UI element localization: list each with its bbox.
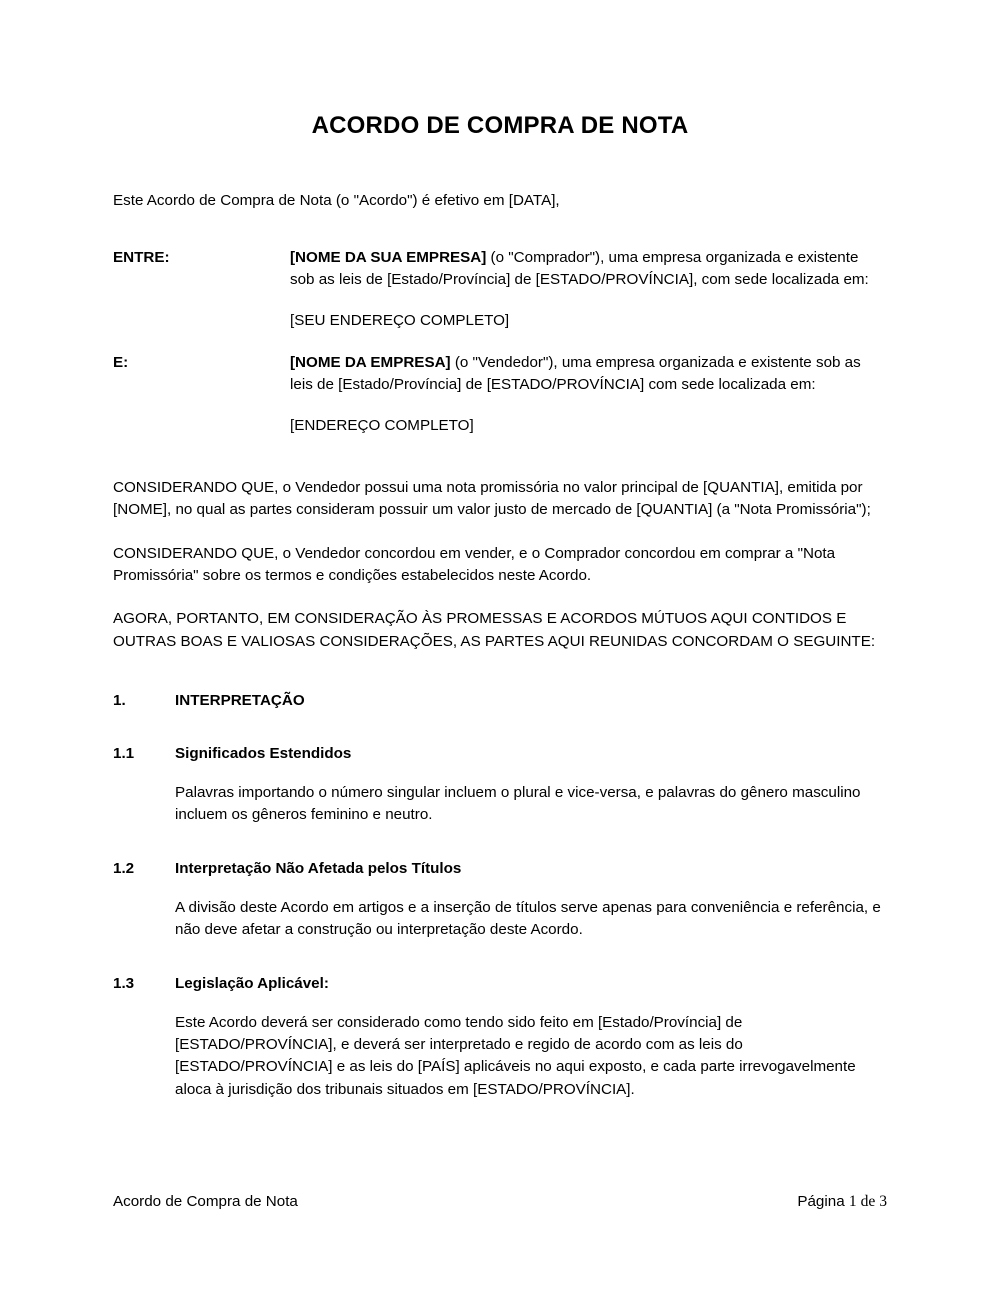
footer-document-name: Acordo de Compra de Nota <box>113 1193 298 1210</box>
party-seller-label: E: <box>113 353 129 371</box>
clause-1-1-title: Significados Estendidos <box>175 745 352 763</box>
clause-1-3-number: 1.3 <box>113 974 135 992</box>
clause-1-3-body: Este Acordo deverá ser considerado como tendo sido feito em [Estado/Província] de [ESTADO/PROVÍNCIA], e deverá ser interpretado e regido de acordo com as leis do [ESTADO/PROVÍNCIA] e as leis do [PAÍS] aplicáveis no aqui exposto, e cada parte irrevogavelmente aloca à jurisdição dos tribunais situados em [ESTADO/PROVÍNCIA]. <box>175 1013 856 1098</box>
clause-1-1-number: 1.1 <box>113 745 135 763</box>
recitals-block <box>113 477 887 653</box>
footer-page-number <box>797 1192 887 1212</box>
article-1-title: INTERPRETAÇÃO <box>175 692 305 710</box>
recital-paragraph: AGORA, PORTANTO, EM CONSIDERAÇÃO ÀS PROMESSAS E ACORDOS MÚTUOS AQUI CONTIDOS E OUTRAS BOAS E VALIOSAS CONSIDERAÇÕES, AS PARTES AQUI REUNIDAS CONCORDAM O SEGUINTE: <box>113 610 876 650</box>
clause-1-2-body: A divisão deste Acordo em artigos e a inserção de títulos serve apenas para conveniência e referência, e não deve afetar a construção ou interpretação deste Acordo. <box>175 898 881 939</box>
article-1-heading <box>113 690 887 712</box>
footer-page-label: Página <box>797 1193 845 1210</box>
clause-1-3-heading <box>113 973 887 995</box>
page-title: ACORDO DE COMPRA DE NOTA <box>311 112 689 139</box>
sections-block <box>113 690 887 1101</box>
party-buyer-body <box>290 247 887 332</box>
intro-paragraph: Este Acordo de Compra de Nota (o "Acordo") é efetivo em [DATA], <box>113 191 560 209</box>
party-buyer-address: [SEU ENDEREÇO COMPLETO] <box>290 311 510 329</box>
footer-page-counter: 1 de 3 <box>848 1193 887 1210</box>
party-buyer-label: ENTRE: <box>113 248 170 266</box>
party-seller-description: (o "Vendedor"), uma empresa organizada e existente sob as leis de [Estado/Província] de [ESTADO/PROVÍNCIA] com sede localizada em: <box>290 353 861 393</box>
party-buyer-description-line <box>290 247 887 291</box>
clause-1-2-title: Interpretação Não Afetada pelos Títulos <box>175 859 462 877</box>
party-seller-body <box>290 352 887 437</box>
article-1-number: 1. <box>113 692 126 710</box>
party-seller-name: [NOME DA EMPRESA] <box>290 353 451 371</box>
clause-1-1-body: Palavras importando o número singular incluem o plural e vice-versa, e palavras do gênero masculino incluem os gêneros feminino e neutro. <box>175 784 861 824</box>
party-seller-row <box>113 352 887 437</box>
party-buyer-description: (o "Comprador"), uma empresa organizada e existente sob as leis de [Estado/Província] de [ESTADO/PROVÍNCIA], com sede localizada em: <box>290 248 869 288</box>
clause-1-3-title: Legislação Aplicável: <box>175 974 329 992</box>
clause-1-2-heading <box>113 858 887 880</box>
party-seller-address: [ENDEREÇO COMPLETO] <box>290 416 474 434</box>
clause-1-2-number: 1.2 <box>113 859 135 877</box>
recital-paragraph: CONSIDERANDO QUE, o Vendedor concordou em vender, e o Comprador concordou em comprar a "Nota Promissória" sobre os termos e condições estabelecidos neste Acordo. <box>113 544 836 585</box>
clause-1-1-heading <box>113 743 887 765</box>
recital-paragraph: CONSIDERANDO QUE, o Vendedor possui uma nota promissória no valor principal de [QUANTIA], emitida por [NOME], no qual as partes consideram possuir um valor justo de mercado de [QUANTIA] (a "Nota Promissória"); <box>113 479 871 519</box>
party-buyer-row <box>113 247 887 332</box>
party-buyer-name: [NOME DA SUA EMPRESA] <box>290 248 487 266</box>
parties-block <box>113 247 887 437</box>
page-footer <box>113 1192 887 1212</box>
party-seller-description-line <box>290 352 887 396</box>
